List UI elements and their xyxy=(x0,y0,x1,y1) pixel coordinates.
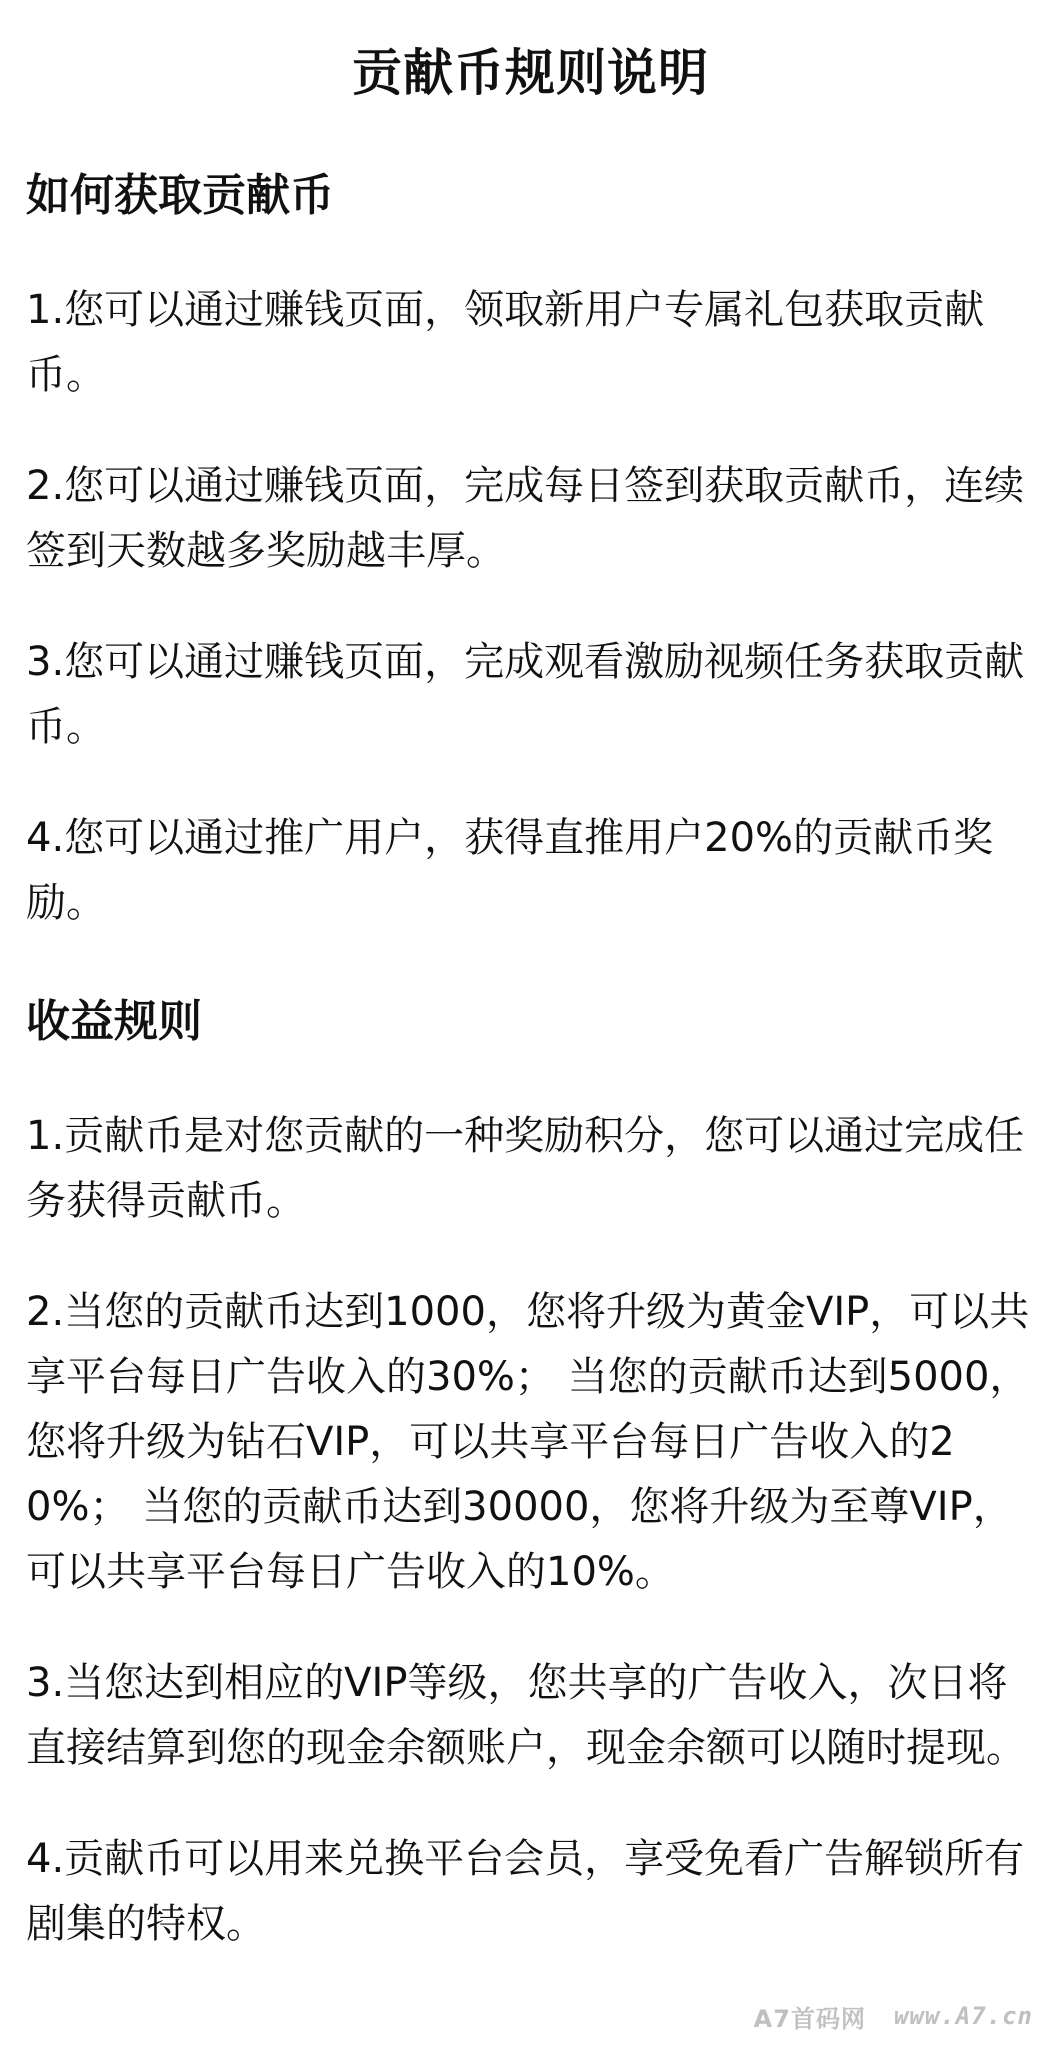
rule-paragraph: 4.您可以通过推广用户，获得直推用户20%的贡献币奖励。 xyxy=(26,815,994,926)
section-heading-earning-rules: 收益规则 xyxy=(26,996,202,1047)
rule-paragraph: 2.您可以通过赚钱页面，完成每日签到获取贡献币，连续签到天数越多奖励越丰厚。 xyxy=(26,463,1025,574)
section-heading-how-to-earn: 如何获取贡献币 xyxy=(26,170,334,221)
rule-paragraph: 1.贡献币是对您贡献的一种奖励积分，您可以通过完成任务获得贡献币。 xyxy=(26,1113,1025,1224)
rule-paragraph: 4.贡献币可以用来兑换平台会员，享受免看广告解锁所有剧集的特权。 xyxy=(26,1836,1025,1947)
rule-paragraph: 1.您可以通过赚钱页面，领取新用户专属礼包获取贡献币。 xyxy=(26,287,985,398)
rule-paragraph: 2.当您的贡献币达到1000，您将升级为黄金VIP，可以共享平台每日广告收入的30%； 当您的贡献币达到5000，您将升级为钻石VIP，可以共享平台每日广告收入的20%； 当您的贡献币达到30000，您将升级为至尊VIP，可以共享平台每日广告收入的10%。 xyxy=(26,1289,1030,1595)
watermark xyxy=(754,1996,1033,2036)
section-how-to-earn xyxy=(26,168,1035,936)
rule-paragraph: 3.您可以通过赚钱页面，完成观看激励视频任务获取贡献币。 xyxy=(26,639,1025,750)
section-earning-rules xyxy=(26,994,1035,1957)
page-title: 贡献币规则说明 xyxy=(352,44,709,102)
watermark-brand: A7首码网 xyxy=(753,2004,866,2033)
rule-paragraph: 3.当您达到相应的VIP等级，您共享的广告收入，次日将直接结算到您的现金余额账户，现金余额可以随时提现。 xyxy=(26,1660,1026,1771)
watermark-site: www.A7.cn xyxy=(893,2002,1033,2030)
